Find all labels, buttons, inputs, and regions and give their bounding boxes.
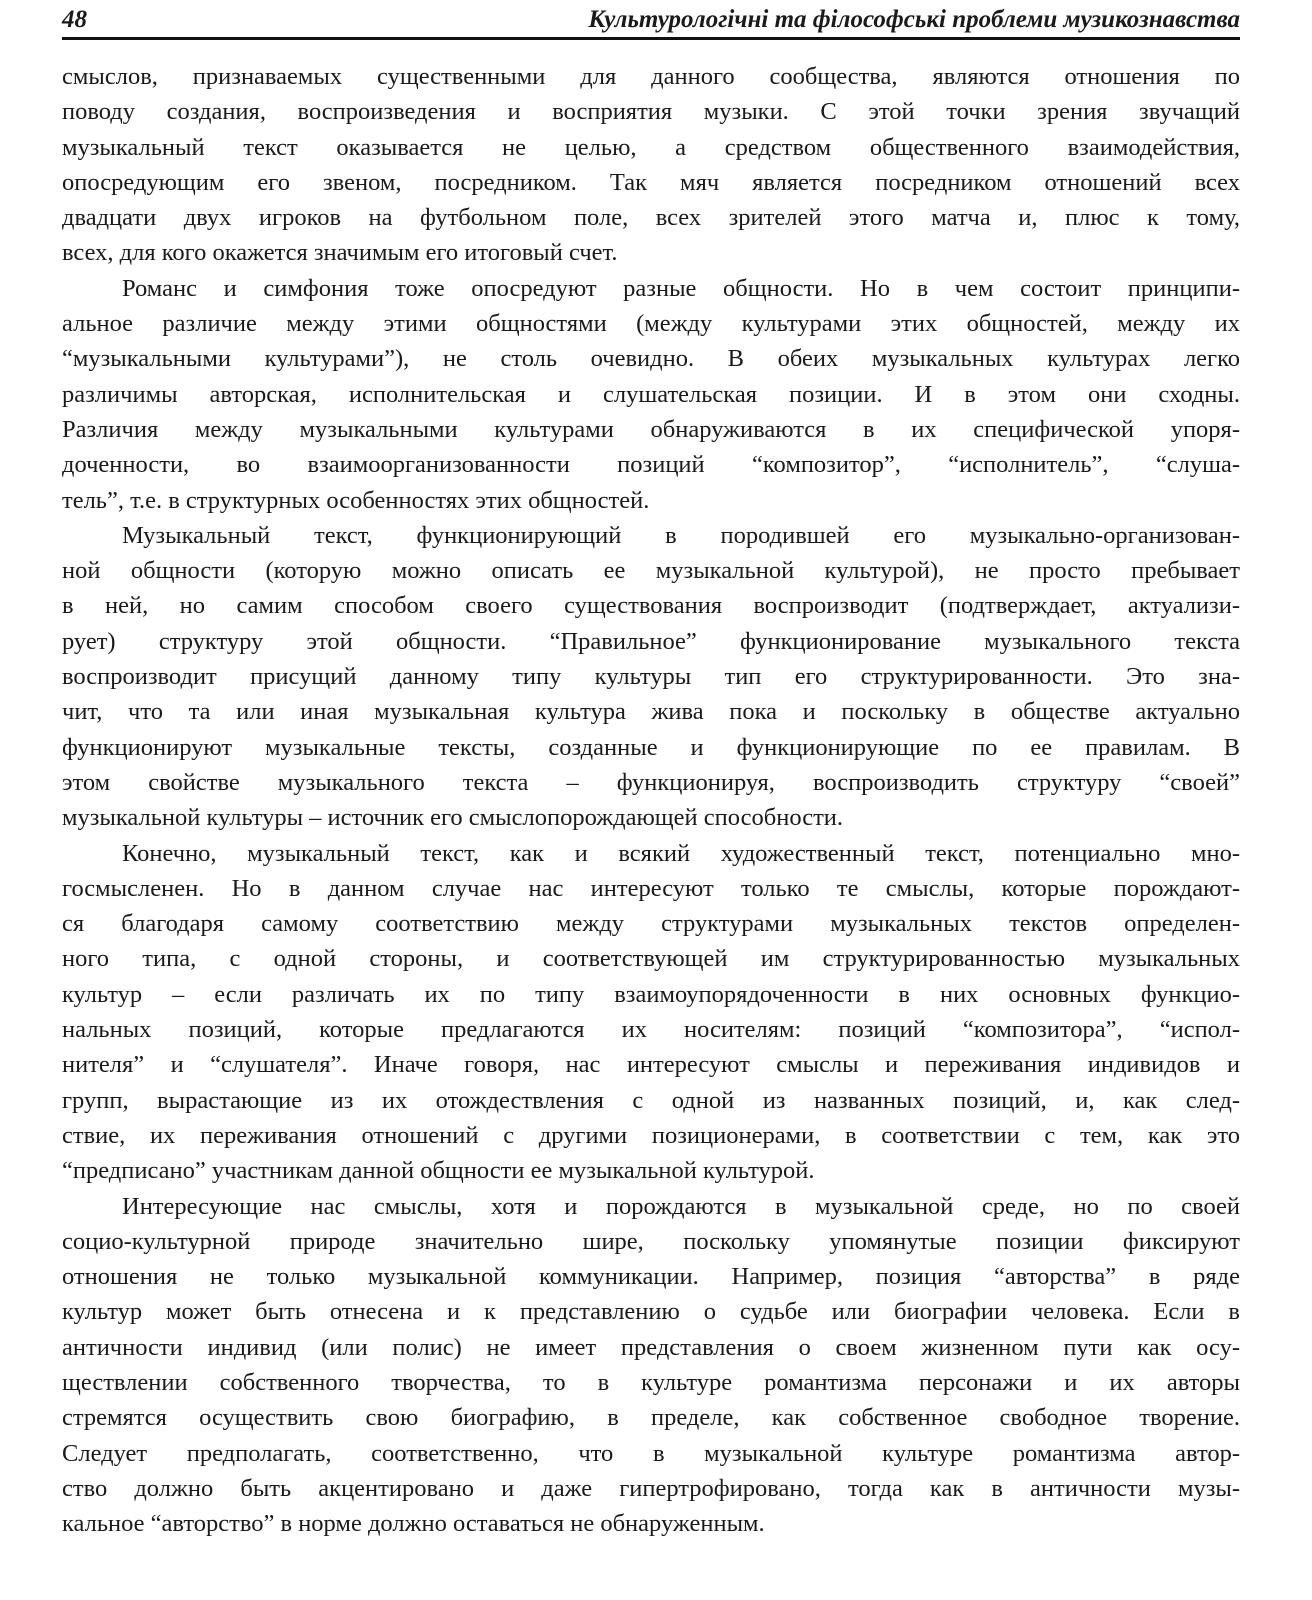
text-line: доченности, во взаимоорганизованности позиций “композитор”, “исполнитель”, “слуша- xyxy=(62,451,1240,479)
text-line: ной общности (которую можно описать ее музыкальной культурой), не просто пребывает xyxy=(62,557,1240,585)
text-line: культур – если различать их по типу взаимоупорядоченности в них основных функцио- xyxy=(62,980,1240,1008)
text-line: “музыкальными культурами”), не столь очевидно. В обеих музыкальных культурах легко xyxy=(62,345,1240,373)
text-line: Романс и симфония тоже опосредуют разные общности. Но в чем состоит принципи- xyxy=(122,274,1240,302)
text-line: Интересующие нас смыслы, хотя и порождаются в музыкальной среде, но по своей xyxy=(122,1192,1240,1220)
paragraph xyxy=(62,518,1240,836)
page-body xyxy=(62,59,1240,1541)
text-line: ся благодаря самому соответствию между структурами музыкальных текстов определен- xyxy=(62,910,1240,938)
text-line: в ней, но самим способом своего существования воспроизводит (подтверждает, актуализи- xyxy=(62,592,1240,620)
text-line: групп, вырастающие из их отождествления с одной из названных позиций, и, как след- xyxy=(62,1086,1240,1114)
text-line: воспроизводит присущий данному типу культуры тип его структурированности. Это зна- xyxy=(62,663,1240,691)
text-line: альное различие между этими общностями (между культурами этих общностей, между их xyxy=(62,310,1240,338)
paragraph xyxy=(62,1189,1240,1542)
text-line: античности индивид (или полис) не имеет представления о своем жизненном пути как осу- xyxy=(62,1333,1240,1361)
paragraph xyxy=(62,836,1240,1189)
text-line: музыкальной культуры – источник его смыслопорождающей способности. xyxy=(62,804,844,832)
page-number: 48 xyxy=(62,6,87,33)
text-line: различимы авторская, исполнительская и слушательская позиции. И в этом они сходны. xyxy=(62,380,1240,408)
text-line: культур может быть отнесена и к представлению о судьбе или биографии человека. Если в xyxy=(62,1298,1240,1326)
text-line: тель”, т.е. в структурных особенностях этих общностей. xyxy=(62,486,650,514)
text-line: смыслов, признаваемых существенными для данного сообщества, являются отношения по xyxy=(62,63,1240,90)
running-title: Культурологічні та філософські проблеми музикознавства xyxy=(588,6,1240,33)
text-line: поводу создания, воспроизведения и восприятия музыки. С этой точки зрения звучащий xyxy=(62,98,1240,126)
text-line: “предписано” участникам данной общности ее музыкальной культурой. xyxy=(62,1157,815,1185)
paragraph xyxy=(62,59,1240,271)
header-rule xyxy=(62,37,1240,40)
text-line: двадцати двух игроков на футбольном поле, всех зрителей этого матча и, плюс к тому, xyxy=(62,204,1240,232)
text-line: Музыкальный текст, функционирующий в породившей его музыкально-организован- xyxy=(122,521,1240,549)
text-line: отношения не только музыкальной коммуникации. Например, позиция “авторства” в ряде xyxy=(62,1263,1240,1291)
text-line: ство должно быть акцентировано и даже гипертрофировано, тогда как в античности музы- xyxy=(62,1474,1240,1502)
text-line: всех, для кого окажется значимым его итоговый счет. xyxy=(62,239,618,267)
paragraph xyxy=(62,271,1240,518)
text-line: Следует предполагать, соответственно, что в музыкальной культуре романтизма автор- xyxy=(62,1439,1240,1467)
text-line: нителя” и “слушателя”. Иначе говоря, нас интересуют смыслы и переживания индивидов и xyxy=(62,1051,1240,1079)
text-line: этом свойстве музыкального текста – функционируя, воспроизводить структуру “своей” xyxy=(62,768,1240,796)
text-line: ного типа, с одной стороны, и соответствующей им структурированностью музыкальных xyxy=(62,945,1240,973)
text-line: нальных позиций, которые предлагаются их носителям: позиций “композитора”, “испол- xyxy=(62,1016,1240,1044)
text-line: социо-культурной природе значительно шире, поскольку упомянутые позиции фиксируют xyxy=(62,1227,1240,1255)
text-line: стремятся осуществить свою биографию, в пределе, как собственное свободное творение. xyxy=(62,1404,1240,1432)
text-line: ществлении собственного творчества, то в культуре романтизма персонажи и их авторы xyxy=(62,1368,1240,1396)
text-line: чит, что та или иная музыкальная культура жива пока и поскольку в обществе актуально xyxy=(62,698,1240,726)
text-line: рует) структуру этой общности. “Правильное” функционирование музыкального текста xyxy=(62,627,1240,655)
text-line: опосредующим его звеном, посредником. Так мяч является посредником отношений всех xyxy=(62,168,1240,196)
text-line: госмысленен. Но в данном случае нас интересуют только те смыслы, которые порождают- xyxy=(62,874,1240,902)
text-line: Конечно, музыкальный текст, как и всякий художественный текст, потенциально мно- xyxy=(122,839,1240,867)
text-line: ствие, их переживания отношений с другими позиционерами, в соответствии с тем, как это xyxy=(62,1121,1240,1149)
running-header xyxy=(62,4,1240,36)
text-line: музыкальный текст оказывается не целью, а средством общественного взаимодействия, xyxy=(62,133,1240,161)
text-line: кальное “авторство” в норме должно оставаться не обнаруженным. xyxy=(62,1510,765,1538)
text-line: Различия между музыкальными культурами обнаруживаются в их специфической упоря- xyxy=(62,415,1240,443)
text-line: функционируют музыкальные тексты, созданные и функционирующие по ее правилам. В xyxy=(62,733,1240,761)
